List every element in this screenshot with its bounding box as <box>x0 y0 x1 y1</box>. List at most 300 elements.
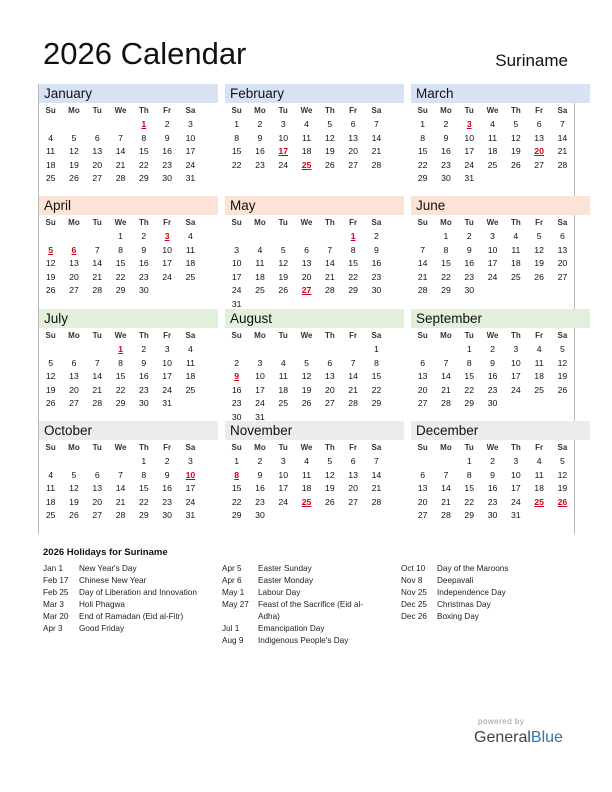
day-cell: 8 <box>118 244 123 255</box>
day-cell: 23 <box>487 384 498 395</box>
day-cell: 13 <box>301 258 312 268</box>
week-row <box>225 509 404 523</box>
day-cell: 21 <box>371 483 382 493</box>
weekday-label: Tu <box>278 443 288 452</box>
weekday-label: Fr <box>163 331 172 340</box>
day-cell: 16 <box>464 258 475 268</box>
day-cell: 11 <box>185 357 195 368</box>
holidays-title: 2026 Holidays for Suriname <box>43 547 168 558</box>
day-cell: 15 <box>231 146 242 156</box>
day-cell: 7 <box>327 244 333 255</box>
empty-day-cell <box>248 230 271 244</box>
day-cell: 23 <box>139 384 149 395</box>
day-cell: 24 <box>464 159 475 170</box>
day-cell: 19 <box>557 371 568 381</box>
day-cell: 4 <box>304 119 309 129</box>
day-cell: 24 <box>255 398 265 408</box>
day-cell: 14 <box>115 146 126 156</box>
weekday-label: Th <box>324 331 335 340</box>
weekday-label: Su <box>231 218 242 227</box>
weekday-label: Su <box>45 443 56 452</box>
week-row <box>39 230 218 244</box>
empty-day-cell <box>551 172 574 186</box>
empty-day-cell <box>39 343 62 357</box>
day-cell: 5 <box>304 357 309 368</box>
month-name: April <box>39 196 218 215</box>
day-cell: 10 <box>185 469 196 480</box>
weekday-label: We <box>486 331 499 340</box>
empty-day-cell <box>318 509 341 523</box>
day-cell: 13 <box>69 371 79 381</box>
holiday-item <box>401 587 571 599</box>
day-cell: 14 <box>371 132 382 143</box>
day-cell: 14 <box>557 132 568 143</box>
day-cell: 17 <box>487 258 498 268</box>
empty-day-cell <box>248 343 271 357</box>
day-cell: 4 <box>48 132 54 143</box>
day-cell: 11 <box>534 357 544 368</box>
day-cell: 19 <box>45 384 56 395</box>
day-cell: 3 <box>280 119 286 129</box>
week-row <box>225 118 404 132</box>
day-cell: 1 <box>350 231 356 241</box>
day-cell: 24 <box>278 496 289 507</box>
day-cell: 21 <box>115 159 126 170</box>
holiday-item <box>43 575 218 587</box>
holiday-date: Jul 1 <box>222 624 240 633</box>
day-cell: 5 <box>71 469 77 480</box>
day-cell: 24 <box>278 159 289 170</box>
empty-day-cell <box>109 118 132 132</box>
day-cell: 30 <box>255 510 265 520</box>
week-row <box>225 257 404 271</box>
weekday-label: Sa <box>371 331 382 340</box>
weekday-label: Fr <box>163 218 172 227</box>
day-cell: 27 <box>69 398 79 408</box>
week-row <box>411 172 590 186</box>
weekday-label: Tu <box>464 106 474 115</box>
weekday-label: Fr <box>349 443 358 452</box>
holiday-name: Deepavali <box>437 576 474 585</box>
day-cell: 1 <box>420 119 426 129</box>
day-cell: 8 <box>466 357 472 368</box>
day-cell: 3 <box>188 119 193 129</box>
day-cell: 17 <box>162 258 172 268</box>
day-cell: 5 <box>327 456 333 466</box>
day-cell: 4 <box>304 456 309 466</box>
day-cell: 6 <box>350 456 356 466</box>
day-cell: 17 <box>464 146 475 156</box>
day-cell: 19 <box>534 258 544 268</box>
day-cell: 12 <box>278 258 289 268</box>
day-cell: 16 <box>231 384 242 395</box>
week-row <box>39 172 218 186</box>
holiday-date: Dec 26 <box>401 612 427 621</box>
empty-day-cell <box>504 397 527 411</box>
day-cell: 30 <box>441 173 451 183</box>
holiday-name: Boxing Day <box>437 612 479 621</box>
day-cell: 23 <box>371 271 382 282</box>
day-cell: 28 <box>92 398 103 408</box>
weekday-header <box>411 441 590 455</box>
empty-day-cell <box>39 230 62 244</box>
day-cell: 1 <box>443 231 449 241</box>
weekday-label: We <box>114 106 127 115</box>
day-cell: 27 <box>348 496 358 507</box>
holiday-column <box>401 563 571 623</box>
day-cell: 2 <box>257 456 263 466</box>
month-name: August <box>225 309 404 328</box>
day-cell: 27 <box>325 398 335 408</box>
holiday-date: Apr 3 <box>43 624 63 633</box>
day-cell: 26 <box>325 496 335 507</box>
month-name: July <box>39 309 218 328</box>
day-cell: 20 <box>557 258 568 268</box>
empty-day-cell <box>295 230 318 244</box>
weekday-label: Tu <box>464 443 474 452</box>
day-cell: 19 <box>69 496 79 507</box>
day-cell: 10 <box>511 469 521 480</box>
day-cell: 18 <box>534 483 544 493</box>
week-row <box>411 482 590 496</box>
holiday-column <box>43 563 218 635</box>
day-cell: 5 <box>513 119 519 129</box>
day-cell: 4 <box>513 231 519 241</box>
weekday-label: Tu <box>464 331 474 340</box>
day-cell: 10 <box>278 469 289 480</box>
holiday-date: Nov 25 <box>401 588 427 597</box>
day-cell: 20 <box>348 483 358 493</box>
day-cell: 22 <box>348 271 358 282</box>
holiday-name: End of Ramadan (Eid al-Fitr) <box>79 612 184 621</box>
day-cell: 14 <box>441 483 451 493</box>
day-cell: 22 <box>231 159 242 170</box>
weekday-label: Th <box>138 106 149 115</box>
day-cell: 29 <box>115 398 126 408</box>
day-cell: 20 <box>417 384 428 395</box>
day-cell: 30 <box>487 510 498 520</box>
holiday-item <box>222 635 377 647</box>
day-cell: 18 <box>278 384 289 395</box>
empty-day-cell <box>365 509 388 523</box>
day-cell: 12 <box>69 483 79 493</box>
week-row <box>411 455 590 469</box>
day-cell: 19 <box>557 483 568 493</box>
weekday-label: Su <box>45 331 56 340</box>
day-cell: 2 <box>164 119 170 129</box>
day-cell: 25 <box>255 285 265 295</box>
day-cell: 25 <box>534 384 544 395</box>
day-cell: 29 <box>139 510 149 520</box>
week-row <box>225 132 404 146</box>
day-cell: 15 <box>348 258 358 268</box>
holiday-name: Feast of the Sacrifice (Eid al-Adha) <box>258 600 364 621</box>
day-cell: 18 <box>255 271 265 282</box>
day-cell: 6 <box>420 357 426 368</box>
brand-text-blue: Blue <box>530 729 563 746</box>
weekday-header <box>39 329 218 343</box>
day-cell: 29 <box>371 398 382 408</box>
empty-day-cell <box>272 509 295 523</box>
day-cell: 31 <box>185 173 196 183</box>
weekday-label: Fr <box>535 443 544 452</box>
day-cell: 1 <box>466 456 472 466</box>
holiday-date: May 1 <box>222 588 245 597</box>
day-cell: 7 <box>560 119 565 129</box>
day-cell: 28 <box>115 173 126 183</box>
day-cell: 12 <box>325 469 335 480</box>
day-cell: 10 <box>185 132 196 143</box>
day-cell: 6 <box>350 119 356 129</box>
day-cell: 19 <box>325 146 335 156</box>
day-cell: 19 <box>69 159 79 170</box>
day-cell: 26 <box>511 159 521 170</box>
day-cell: 6 <box>71 244 77 255</box>
weekday-label: We <box>300 443 313 452</box>
holiday-date: May 27 <box>222 600 249 609</box>
month-name: December <box>411 421 590 440</box>
day-cell: 26 <box>301 398 312 408</box>
week-row <box>411 257 590 271</box>
holiday-name: Labour Day <box>258 588 301 597</box>
day-cell: 31 <box>185 510 196 520</box>
weekday-label: Th <box>510 218 521 227</box>
day-cell: 11 <box>511 244 521 255</box>
day-cell: 7 <box>443 357 449 368</box>
month-december <box>411 421 590 533</box>
day-cell: 2 <box>257 119 263 129</box>
month-october <box>39 421 218 533</box>
day-cell: 13 <box>417 483 428 493</box>
day-cell: 10 <box>487 244 498 255</box>
weekday-label: Sa <box>185 218 196 227</box>
day-cell: 5 <box>327 119 333 129</box>
weekday-label: Th <box>510 106 521 115</box>
weekday-header <box>39 104 218 118</box>
day-cell: 16 <box>487 371 498 381</box>
holiday-name: Indigenous People's Day <box>258 636 349 645</box>
day-cell: 28 <box>417 285 428 295</box>
weekday-label: Th <box>138 443 149 452</box>
day-cell: 7 <box>118 132 123 143</box>
holiday-name: Emancipation Day <box>258 624 325 633</box>
weekday-label: Th <box>324 218 335 227</box>
weekday-label: We <box>486 106 499 115</box>
weekday-label: Th <box>324 106 335 115</box>
day-cell: 6 <box>420 469 426 480</box>
day-cell: 28 <box>441 398 451 408</box>
weekday-label: Fr <box>535 218 544 227</box>
day-cell: 28 <box>371 159 382 170</box>
day-cell: 7 <box>118 469 123 480</box>
empty-day-cell <box>481 284 504 298</box>
empty-day-cell <box>86 230 109 244</box>
day-cell: 21 <box>557 146 568 156</box>
week-row <box>39 257 218 271</box>
weekday-header <box>411 216 590 230</box>
day-cell: 24 <box>511 384 521 395</box>
week-row <box>225 284 404 298</box>
day-cell: 9 <box>164 132 170 143</box>
month-name: February <box>225 84 404 103</box>
holiday-date: Feb 17 <box>43 576 69 585</box>
empty-day-cell <box>225 343 248 357</box>
weekday-label: Sa <box>185 106 196 115</box>
day-cell: 1 <box>118 231 123 241</box>
day-cell: 7 <box>350 357 356 368</box>
day-cell: 23 <box>441 159 451 170</box>
week-row <box>411 397 590 411</box>
weekday-label: Mo <box>68 106 80 115</box>
weekday-label: Su <box>45 106 56 115</box>
week-row <box>39 271 218 285</box>
holiday-item <box>43 623 218 635</box>
weekday-label: Mo <box>440 218 452 227</box>
day-cell: 24 <box>162 384 172 395</box>
day-cell: 22 <box>371 384 382 395</box>
day-cell: 3 <box>280 456 286 466</box>
day-cell: 11 <box>46 483 56 493</box>
day-cell: 3 <box>257 357 263 368</box>
day-cell: 27 <box>301 285 312 295</box>
day-cell: 20 <box>92 159 103 170</box>
weekday-label: Mo <box>440 106 452 115</box>
empty-day-cell <box>527 172 550 186</box>
day-cell: 15 <box>464 371 475 381</box>
weekday-header <box>225 104 404 118</box>
day-cell: 12 <box>557 357 568 368</box>
weekday-header <box>39 216 218 230</box>
day-cell: 21 <box>441 384 451 395</box>
day-cell: 11 <box>185 244 195 255</box>
empty-day-cell <box>527 284 550 298</box>
day-cell: 9 <box>257 132 263 143</box>
day-cell: 21 <box>441 496 451 507</box>
day-cell: 17 <box>162 371 172 381</box>
holiday-date: Apr 5 <box>222 564 242 573</box>
day-cell: 22 <box>464 384 475 395</box>
day-cell: 10 <box>511 357 521 368</box>
day-cell: 11 <box>278 371 288 381</box>
weekday-label: Mo <box>254 218 266 227</box>
day-cell: 23 <box>139 271 149 282</box>
day-cell: 25 <box>511 271 521 282</box>
holiday-date: Jan 1 <box>43 564 64 573</box>
month-august <box>225 309 404 421</box>
empty-day-cell <box>225 230 248 244</box>
week-row <box>39 496 218 510</box>
day-cell: 18 <box>301 146 312 156</box>
day-cell: 21 <box>325 271 335 282</box>
day-cell: 16 <box>371 258 382 268</box>
day-cell: 23 <box>162 496 172 507</box>
week-row <box>39 343 218 357</box>
holiday-item <box>401 611 571 623</box>
week-row <box>225 455 404 469</box>
week-row <box>225 384 404 398</box>
weekday-label: Sa <box>371 106 382 115</box>
holiday-name: Easter Monday <box>258 576 314 585</box>
day-cell: 19 <box>45 271 56 282</box>
day-cell: 6 <box>71 357 77 368</box>
month-name: March <box>411 84 590 103</box>
empty-day-cell <box>86 455 109 469</box>
weekday-label: Su <box>231 443 242 452</box>
empty-day-cell <box>481 172 504 186</box>
weekday-label: Fr <box>535 331 544 340</box>
day-cell: 8 <box>443 244 449 255</box>
weekday-label: Th <box>510 443 521 452</box>
day-cell: 21 <box>348 384 358 395</box>
weekday-label: We <box>486 443 499 452</box>
day-cell: 4 <box>536 344 542 354</box>
day-cell: 29 <box>464 398 475 408</box>
weekday-header <box>39 441 218 455</box>
day-cell: 5 <box>560 456 565 466</box>
day-cell: 18 <box>185 258 196 268</box>
empty-day-cell <box>39 118 62 132</box>
holiday-name: Christmas Day <box>437 600 491 609</box>
weekday-label: Fr <box>535 106 544 115</box>
day-cell: 21 <box>115 496 126 507</box>
day-cell: 1 <box>141 456 147 466</box>
weekday-label: Fr <box>349 331 358 340</box>
holiday-item <box>222 623 377 635</box>
day-cell: 9 <box>234 371 240 381</box>
day-cell: 21 <box>371 146 382 156</box>
day-cell: 8 <box>420 132 426 143</box>
day-cell: 11 <box>255 258 265 268</box>
holiday-item <box>43 599 218 611</box>
weekday-header <box>411 329 590 343</box>
day-cell: 26 <box>69 173 79 183</box>
day-cell: 13 <box>348 469 358 480</box>
day-cell: 17 <box>278 483 289 493</box>
holiday-item <box>222 575 377 587</box>
day-cell: 18 <box>45 159 56 170</box>
week-row <box>411 230 590 244</box>
day-cell: 3 <box>234 244 240 255</box>
day-cell: 9 <box>443 132 449 143</box>
day-cell: 14 <box>371 469 382 480</box>
day-cell: 17 <box>231 271 242 282</box>
week-row <box>225 469 404 483</box>
day-cell: 28 <box>441 510 451 520</box>
day-cell: 24 <box>185 159 196 170</box>
weekday-label: Sa <box>185 443 196 452</box>
day-cell: 16 <box>255 483 265 493</box>
powered-by-label: powered by <box>478 717 525 726</box>
weekday-label: Tu <box>464 218 474 227</box>
day-cell: 12 <box>557 469 568 480</box>
day-cell: 30 <box>162 510 172 520</box>
day-cell: 6 <box>94 469 100 480</box>
weekday-label: Fr <box>349 218 358 227</box>
week-row <box>39 145 218 159</box>
day-cell: 4 <box>536 456 542 466</box>
day-cell: 7 <box>94 357 100 368</box>
day-cell: 31 <box>231 298 242 309</box>
month-march <box>411 84 590 196</box>
day-cell: 7 <box>94 244 100 255</box>
day-cell: 26 <box>325 159 335 170</box>
weekday-label: Mo <box>254 331 266 340</box>
day-cell: 23 <box>464 271 475 282</box>
day-cell: 12 <box>325 132 335 143</box>
day-cell: 13 <box>92 483 103 493</box>
holiday-item <box>222 587 377 599</box>
weekday-label: Sa <box>557 218 568 227</box>
